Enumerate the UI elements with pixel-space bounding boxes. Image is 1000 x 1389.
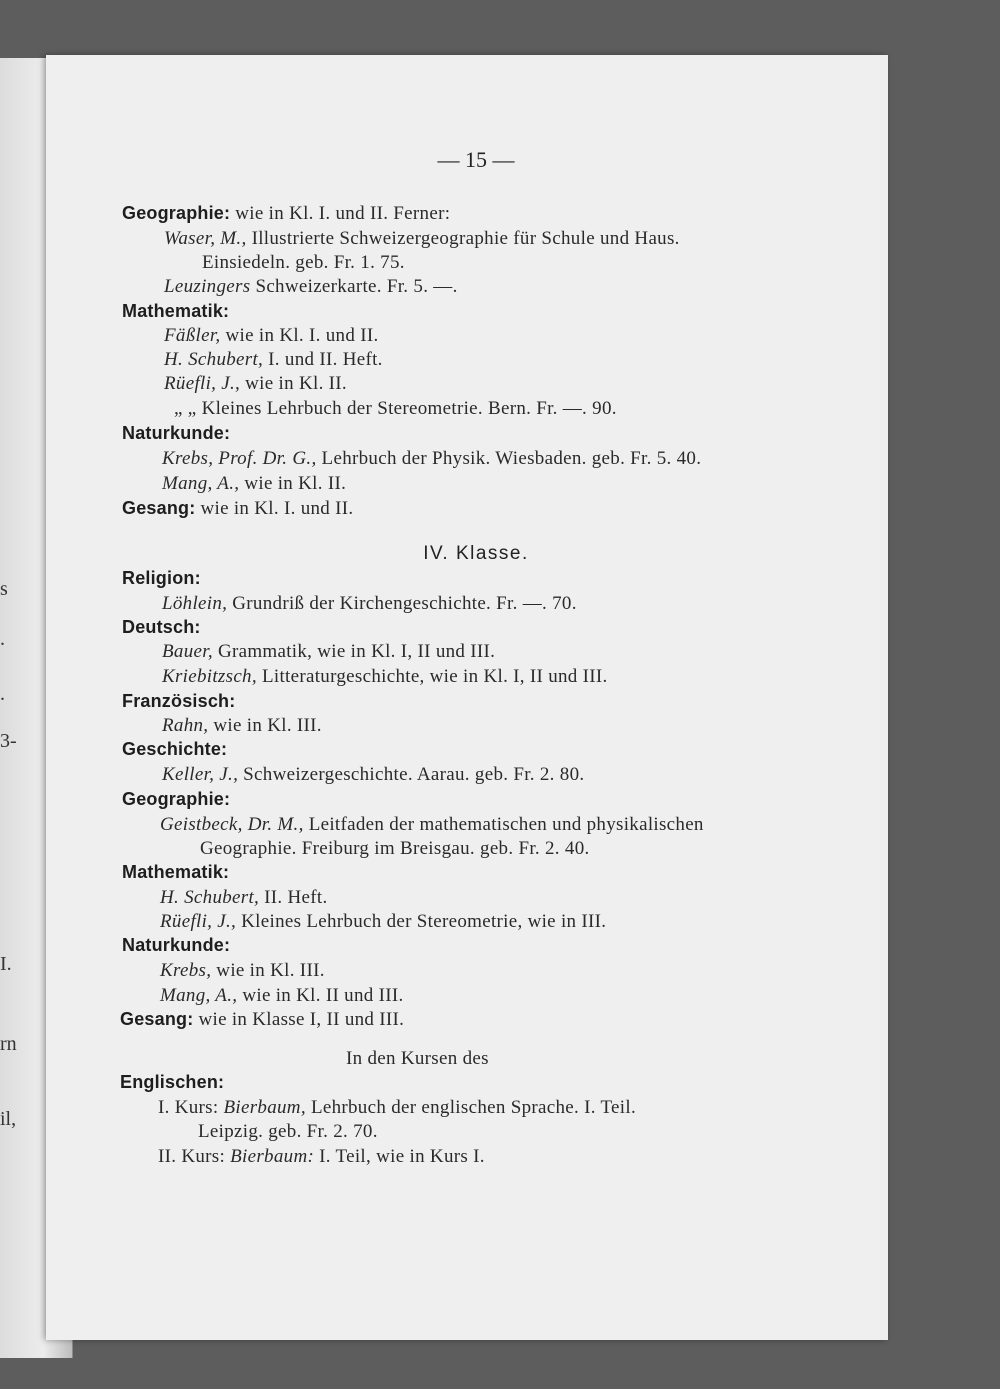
line-text: „ „ Kleines Lehrbuch der Stereometrie. Bern. Fr. —. 90. — [174, 398, 617, 419]
subject-heading: Geschichte: — [122, 739, 228, 759]
text-line — [164, 228, 680, 250]
left-page-fragment: 3- — [0, 730, 17, 752]
line-text: Leipzig. geb. Fr. 2. 70. — [198, 1121, 378, 1142]
line-text: wie in Kl. I. und II. Ferner: — [230, 203, 451, 224]
author-name: Rahn, — [162, 715, 209, 736]
subject-heading: Geographie: — [122, 789, 231, 809]
author-name: Leuzingers — [164, 276, 251, 297]
text-line — [158, 1097, 636, 1119]
line-text: Einsiedeln. geb. Fr. 1. 75. — [202, 252, 405, 273]
line-text: wie in Kl. II. — [239, 473, 347, 494]
line-text: Kleines Lehrbuch der Stereometrie, wie in III. — [236, 911, 607, 932]
text-line — [120, 1009, 404, 1031]
text-line — [164, 349, 383, 371]
left-page-fragment: I. — [0, 953, 12, 975]
text-line — [158, 1146, 485, 1168]
line-text: In den Kursen des — [346, 1048, 489, 1069]
author-name: Mang, A., — [160, 985, 238, 1006]
line-text: Lehrbuch der englischen Sprache. I. Teil. — [305, 1097, 636, 1118]
text-line — [122, 301, 229, 323]
page-number: — 15 — — [437, 147, 515, 172]
text-line — [122, 568, 201, 590]
text-line — [122, 423, 230, 445]
left-page-fragment: . — [0, 628, 5, 650]
subject-heading: Religion: — [122, 568, 201, 588]
course-label: II. Kurs: — [158, 1146, 231, 1167]
text-line — [162, 593, 577, 615]
left-page-fragment: . — [0, 683, 5, 705]
subject-heading: Mathematik: — [122, 301, 230, 321]
text-line — [164, 276, 458, 298]
text-line — [162, 473, 346, 495]
author-name: Bierbaum: — [230, 1146, 315, 1167]
text-line — [162, 666, 608, 688]
line-text: I. Teil, wie in Kurs I. — [314, 1146, 485, 1167]
line-text: wie in Kl. I. und II. — [195, 498, 354, 519]
author-name: H. Schubert, — [160, 887, 260, 908]
author-name: Rüefli, J., — [164, 373, 241, 394]
line-text: Illustrierte Schweizergeographie für Schule und Haus. — [246, 228, 680, 249]
line-text: Leitfaden der mathematischen und physikalischen — [303, 814, 704, 835]
book-page — [46, 55, 888, 1340]
line-text: I. und II. Heft. — [263, 349, 383, 370]
text-line — [346, 1048, 489, 1070]
text-line — [174, 398, 617, 420]
subject-heading: Naturkunde: — [122, 423, 231, 443]
left-page-fragment: s — [0, 578, 8, 600]
text-line — [160, 887, 328, 909]
text-line — [122, 862, 229, 884]
left-page-fragment: il, — [0, 1108, 17, 1130]
subject-heading: Naturkunde: — [122, 935, 231, 955]
text-line — [160, 985, 404, 1007]
section-heading: IV. Klasse. — [423, 543, 529, 564]
text-line — [122, 203, 450, 225]
text-line — [122, 691, 235, 713]
subject-heading: Gesang: — [122, 498, 196, 518]
line-text: Geographie. Freiburg im Breisgau. geb. Fr. 2. 40. — [200, 838, 590, 859]
line-text: Grammatik, wie in Kl. I, II und III. — [212, 641, 496, 662]
subject-heading: Englischen: — [120, 1072, 225, 1092]
author-name: Geistbeck, Dr. M., — [160, 814, 304, 835]
author-name: Kriebitzsch, — [162, 666, 257, 687]
text-line — [162, 448, 701, 470]
line-text: wie in Kl. II und III. — [237, 985, 404, 1006]
line-text: wie in Kl. III. — [211, 960, 325, 981]
text-line — [122, 617, 201, 639]
author-name: Mang, A., — [162, 473, 240, 494]
text-line — [162, 715, 322, 737]
author-name: Krebs, Prof. Dr. G., — [162, 448, 317, 469]
text-line — [122, 935, 230, 957]
author-name: Löhlein, — [162, 593, 228, 614]
line-text: Lehrbuch der Physik. Wiesbaden. geb. Fr. 5. 40. — [316, 448, 702, 469]
text-line — [162, 764, 584, 786]
subject-heading: Deutsch: — [122, 617, 201, 637]
line-text: Schweizerkarte. Fr. 5. —. — [250, 276, 458, 297]
author-name: Keller, J., — [162, 764, 239, 785]
subject-heading: Gesang: — [120, 1009, 194, 1029]
text-line — [160, 960, 325, 982]
line-text: II. Heft. — [259, 887, 328, 908]
line-text: wie in Kl. II. — [240, 373, 347, 394]
line-text: wie in Klasse I, II und III. — [193, 1009, 405, 1030]
author-name: Bauer, — [162, 641, 213, 662]
text-line — [202, 252, 405, 274]
line-text: Schweizergeschichte. Aarau. geb. Fr. 2. 80. — [238, 764, 585, 785]
text-line — [120, 1072, 224, 1094]
text-line — [122, 739, 227, 761]
text-line — [164, 373, 347, 395]
line-text: Grundriß der Kirchengeschichte. Fr. —. 70. — [227, 593, 577, 614]
text-line — [122, 789, 230, 811]
text-line — [164, 325, 379, 347]
author-name: Rüefli, J., — [160, 911, 237, 932]
line-text: wie in Kl. III. — [208, 715, 322, 736]
text-line — [198, 1121, 378, 1143]
author-name: H. Schubert, — [164, 349, 264, 370]
left-page-fragment: rn — [0, 1033, 17, 1055]
author-name: Krebs, — [160, 960, 212, 981]
course-label: I. Kurs: — [158, 1097, 224, 1118]
text-line — [160, 814, 704, 836]
line-text: wie in Kl. I. und II. — [220, 325, 379, 346]
text-line — [162, 641, 495, 663]
subject-heading: Französisch: — [122, 691, 236, 711]
text-line — [160, 911, 606, 933]
subject-heading: Mathematik: — [122, 862, 230, 882]
author-name: Bierbaum, — [223, 1097, 306, 1118]
text-line — [200, 838, 590, 860]
line-text: Litteraturgeschichte, wie in Kl. I, II und III. — [256, 666, 608, 687]
author-name: Waser, M., — [164, 228, 247, 249]
author-name: Fäßler, — [164, 325, 221, 346]
text-line — [122, 498, 353, 520]
subject-heading: Geographie: — [122, 203, 231, 223]
